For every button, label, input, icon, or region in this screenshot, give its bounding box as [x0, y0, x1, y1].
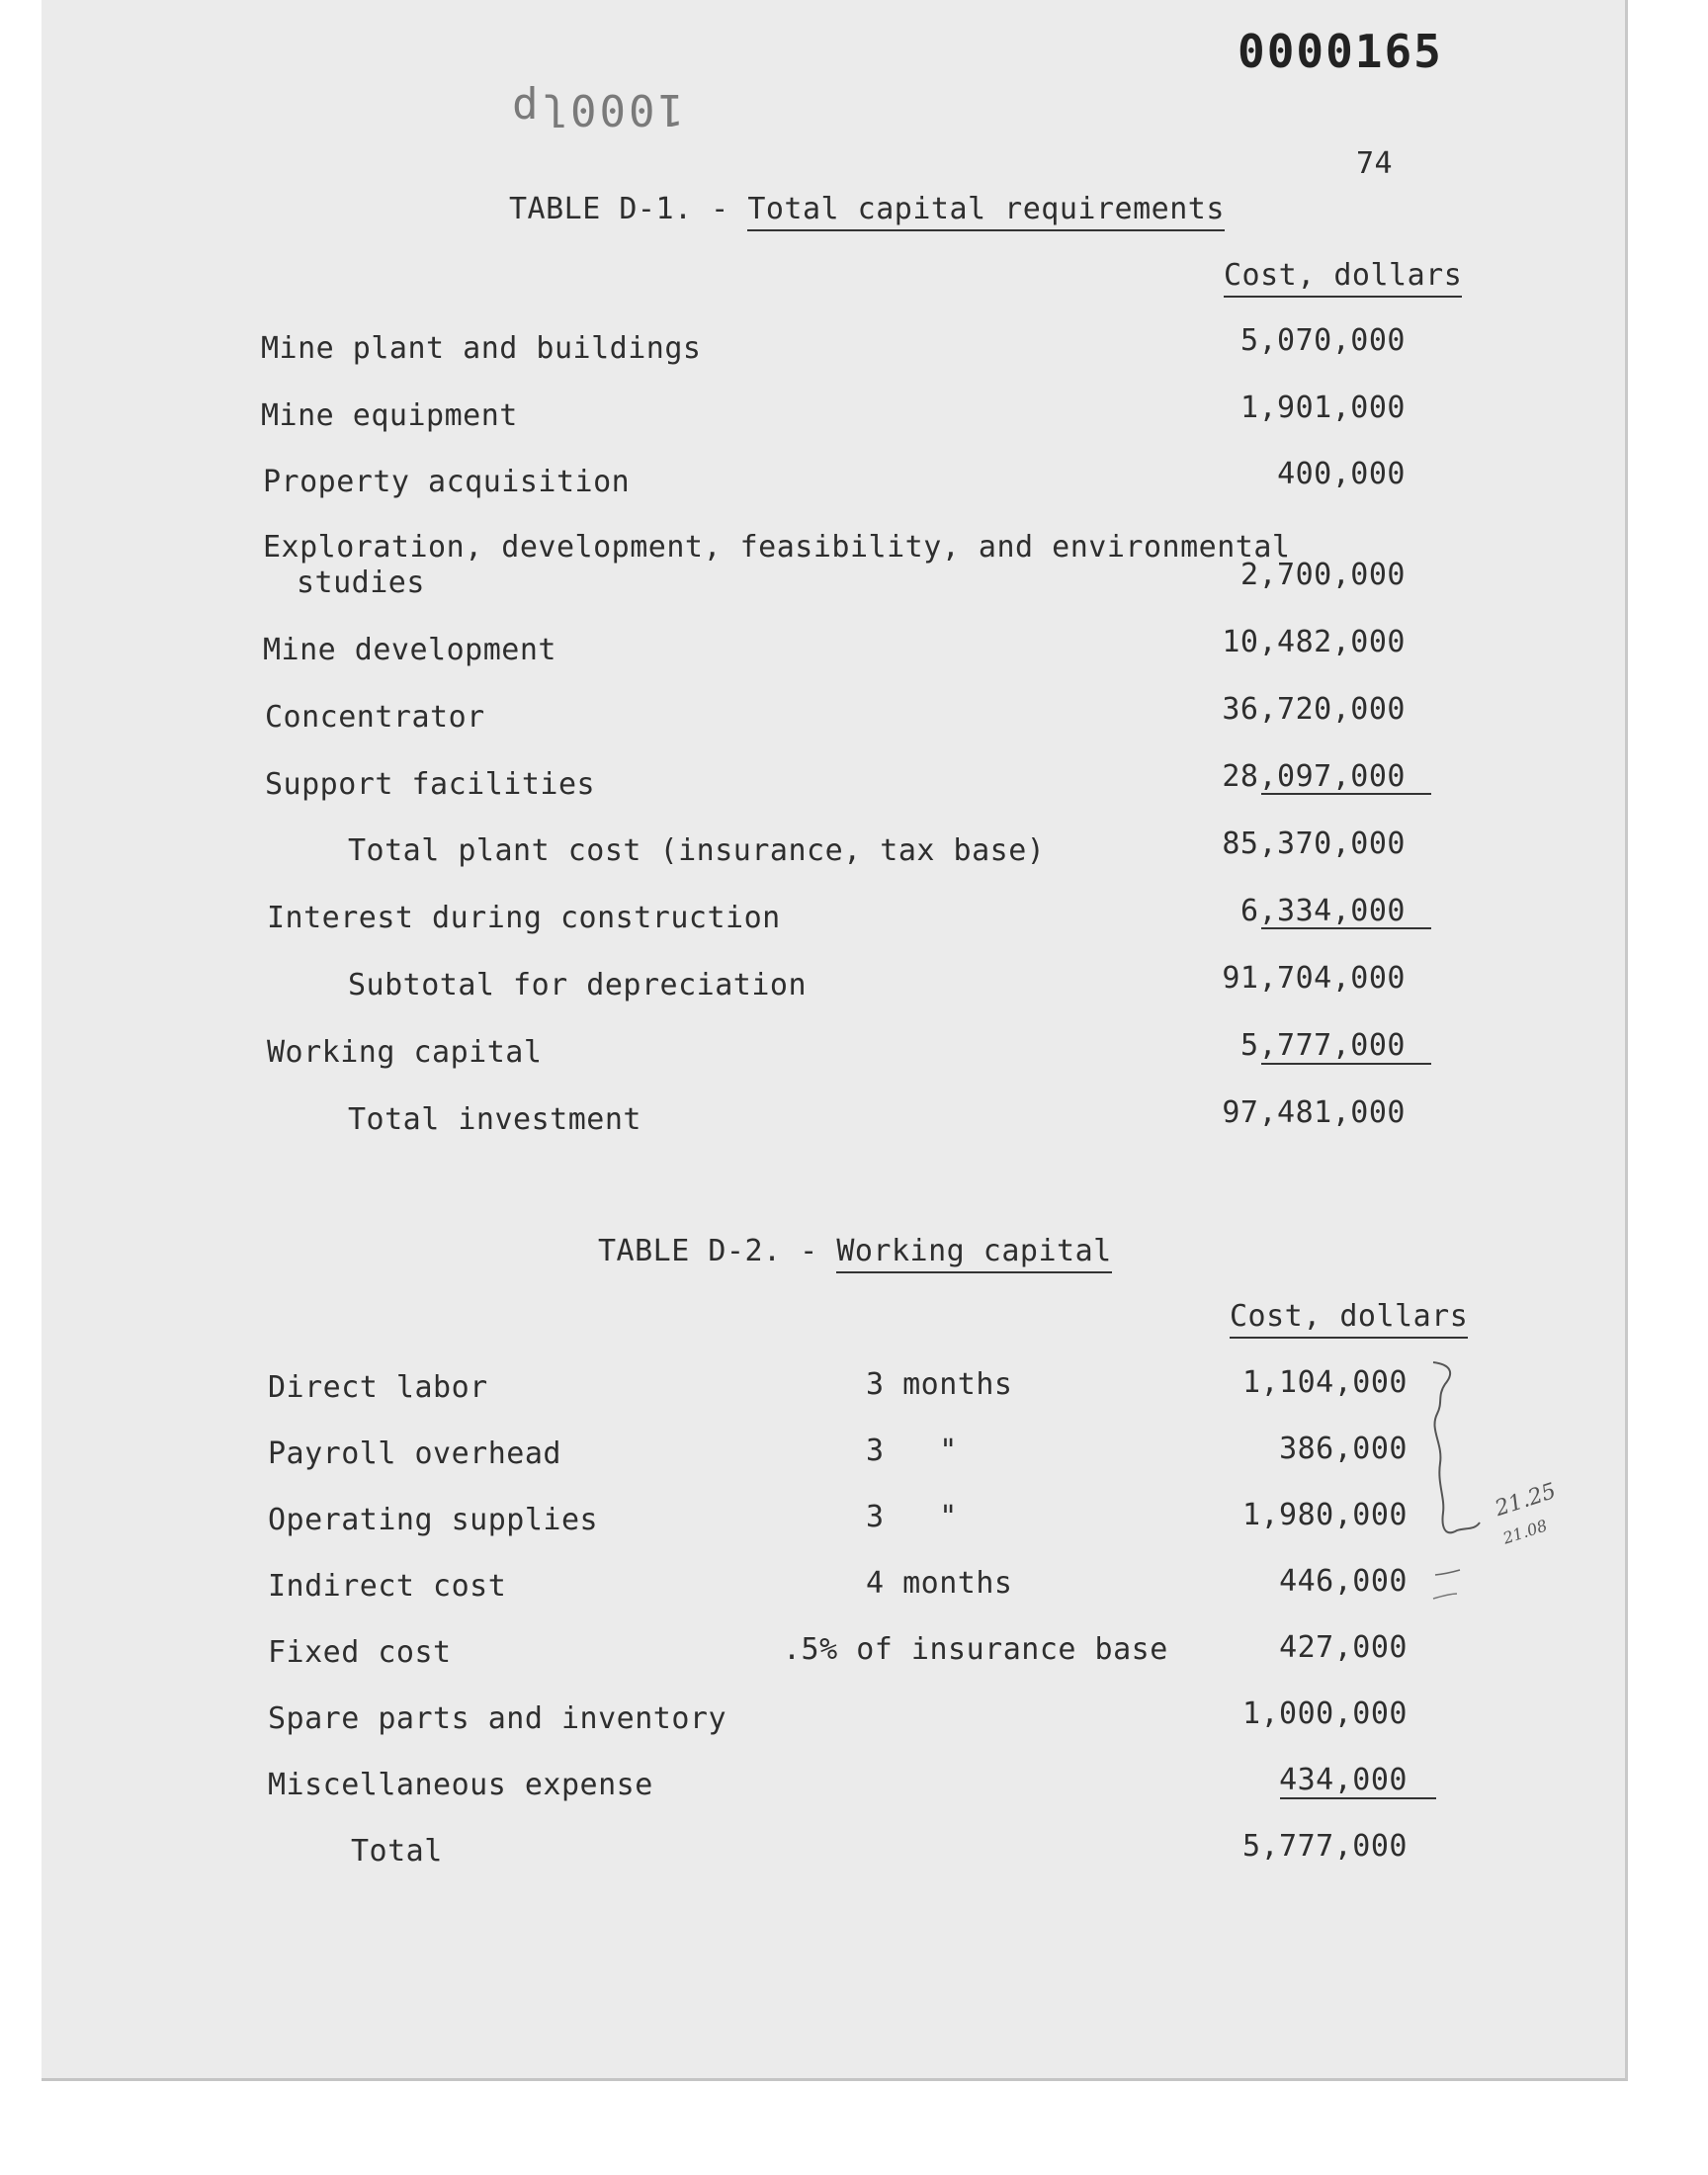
table2-row-label: Indirect cost [268, 1569, 507, 1604]
table1-title-text: Total capital requirements [747, 192, 1225, 231]
table1-total-value: 97,481,000 [1222, 1095, 1406, 1130]
table2-row-label: Direct labor [268, 1370, 488, 1405]
handwritten-bracket-icon [42, 0, 1628, 2081]
table2-row-value: 434,000 [1279, 1763, 1408, 1797]
table2-row-label: Operating supplies [268, 1503, 599, 1537]
table2-row-label: Miscellaneous expense [268, 1768, 653, 1802]
table2-row-label: Spare parts and inventory [268, 1701, 727, 1736]
table1-row-label: Support facilities [265, 767, 596, 802]
table2-row-value: 1,104,000 [1241, 1365, 1408, 1400]
table1-row-label: Exploration, development, feasibility, and environmental [263, 530, 1291, 565]
table1-row-label: Property acquisition [263, 465, 631, 499]
table2-row-period: .5% of insurance base [783, 1632, 1168, 1667]
table2-row-period: 3 " [866, 1500, 958, 1534]
table2-row-period: 3 months [866, 1367, 1013, 1402]
table1-row-value: 400,000 [1277, 457, 1406, 491]
table1-row-value: 91,704,000 [1222, 961, 1406, 996]
table1-prefix: TABLE D-1. - [509, 192, 748, 226]
table2-row-period: 4 months [866, 1566, 1013, 1601]
table2-row-value: 386,000 [1279, 1432, 1408, 1466]
table2-row-value: 1,980,000 [1241, 1498, 1408, 1532]
table1-subtotal-label: Subtotal for depreciation [348, 968, 808, 1002]
table1-row-value: 10,482,000 [1222, 625, 1406, 659]
table1-cost-header: Cost, dollars [1224, 258, 1462, 298]
faint-stamp: 1000lp [509, 84, 684, 134]
table1-row-value: 85,370,000 [1222, 826, 1406, 861]
table1-row-label: Mine equipment [261, 398, 518, 433]
table2-row-value: 427,000 [1279, 1630, 1408, 1665]
document-page [42, 0, 1628, 2081]
table1-row-label-continuation: studies [297, 566, 425, 600]
table1-row-label: Interest during construction [267, 901, 781, 935]
table2-total-label: Total [351, 1834, 443, 1869]
table1-row-value: 1,901,000 [1239, 391, 1406, 425]
table1-row-label: Working capital [267, 1035, 543, 1070]
table1-total-label: Total investment [348, 1102, 641, 1137]
table1-row-value: 6,334,000 [1239, 894, 1406, 928]
table2-row-period: 3 " [866, 1434, 958, 1468]
table1-row-value: 5,070,000 [1239, 323, 1406, 358]
table2-row-value: 1,000,000 [1241, 1696, 1408, 1731]
table1-row-value: 5,777,000 [1239, 1028, 1406, 1063]
table1-subtotal-label: Total plant cost (insurance, tax base) [348, 833, 1046, 868]
table1-row-label: Mine development [263, 633, 556, 667]
handwritten-note: 21.08 [1500, 1516, 1550, 1548]
table1-row-label: Mine plant and buildings [261, 331, 702, 366]
handwritten-note: 21.25 [1492, 1478, 1560, 1522]
page-number: 74 [1356, 146, 1394, 181]
table1-row-value: 28,097,000 [1222, 759, 1406, 794]
table2-row-label: Fixed cost [268, 1635, 452, 1670]
table2-row-value: 446,000 [1279, 1564, 1408, 1599]
table1-row-value: 2,700,000 [1239, 558, 1406, 592]
table1-row-label: Concentrator [265, 700, 485, 735]
table2-row-label: Payroll overhead [268, 1436, 561, 1471]
table2-prefix: TABLE D-2. - [598, 1234, 837, 1268]
table2-total-value: 5,777,000 [1241, 1829, 1408, 1864]
document-number-stamp: 0000165 [1238, 25, 1443, 78]
table1-row-value: 36,720,000 [1222, 692, 1406, 727]
table2-cost-header: Cost, dollars [1230, 1299, 1468, 1339]
table2-title-text: Working capital [836, 1234, 1111, 1273]
